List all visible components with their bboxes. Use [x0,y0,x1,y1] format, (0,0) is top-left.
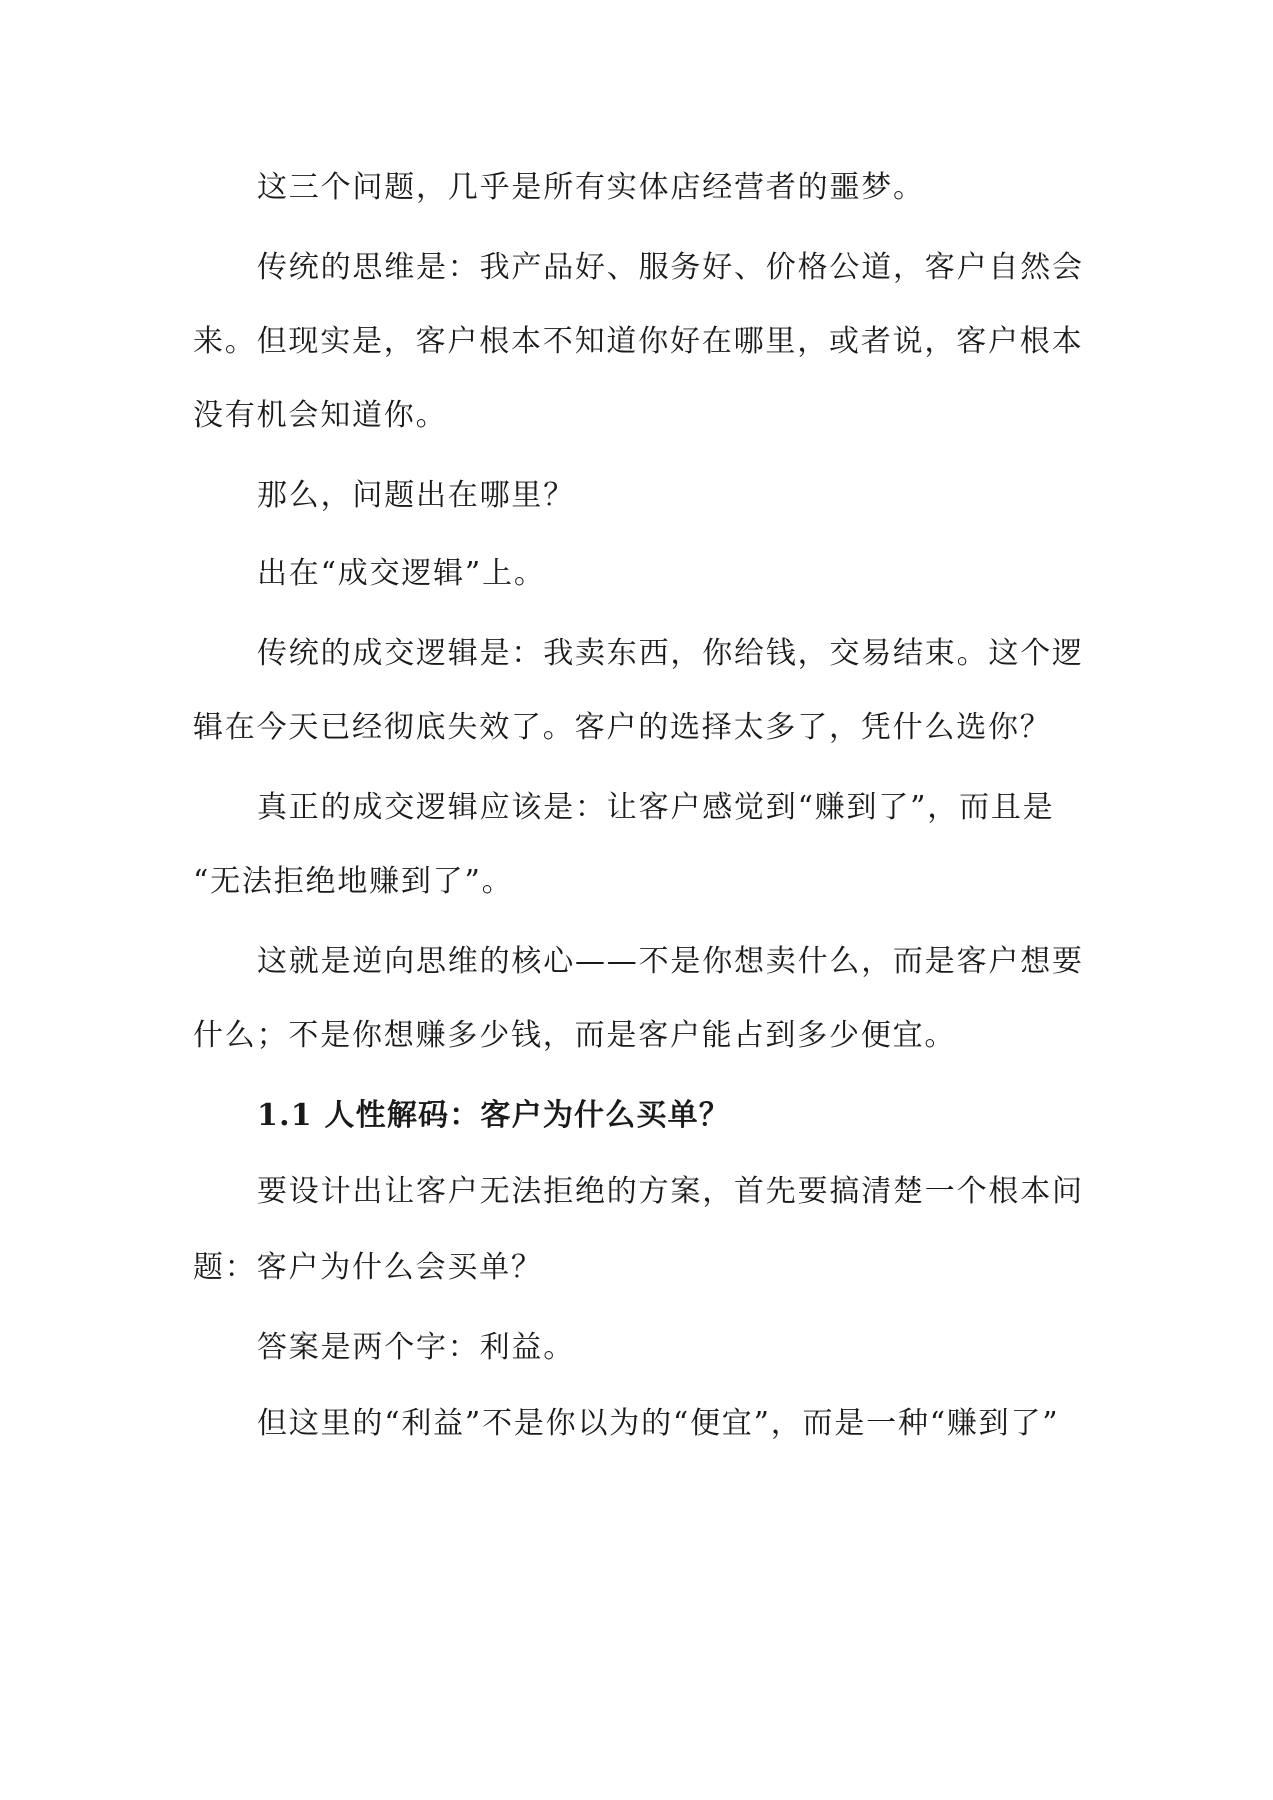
paragraph-line: 没有机会知道你。 [193,398,448,433]
paragraph-line: 传统的成交逻辑是：我卖东西，你给钱，交易结束。这个逻 [257,636,1084,671]
paragraph-line: 这就是逆向思维的核心——不是你想卖什么，而是客户想要 [257,944,1084,979]
paragraph-line: “无法拒绝地赚到了”。 [193,864,514,899]
paragraph-line: 这三个问题，几乎是所有实体店经营者的噩梦。 [257,170,925,205]
paragraph-line: 出在“成交逻辑”上。 [257,556,546,591]
paragraph-line: 辑在今天已经彻底失效了。客户的选择太多了，凭什么选你？ [193,710,1052,745]
paragraph-line: 那么，问题出在哪里？ [257,478,575,513]
paragraph-line: 真正的成交逻辑应该是：让客户感觉到“赚到了”，而且是 [257,790,1055,825]
paragraph-line: 但这里的“利益”不是你以为的“便宜”，而是一种“赚到了” [257,1406,1060,1441]
paragraph-line: 答案是两个字：利益。 [257,1330,575,1365]
paragraph-line: 来。但现实是，客户根本不知道你好在哪里，或者说，客户根本 [193,324,1084,359]
paragraph-line: 要设计出让客户无法拒绝的方案，首先要搞清楚一个根本问 [257,1174,1084,1209]
paragraph-line: 什么；不是你想赚多少钱，而是客户能占到多少便宜。 [193,1018,957,1053]
paragraph-line: 传统的思维是：我产品好、服务好、价格公道，客户自然会 [257,250,1084,285]
section-heading: 1.1 人性解码：客户为什么买单？ [257,1098,731,1133]
paragraph-line: 题：客户为什么会买单？ [193,1250,543,1285]
